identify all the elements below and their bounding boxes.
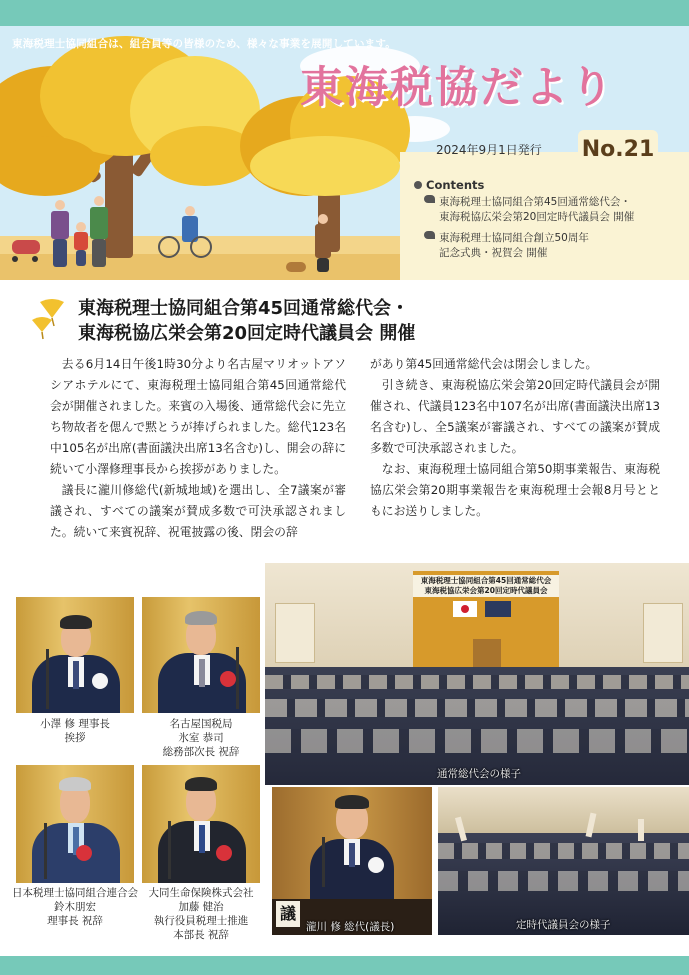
tagline: 東海税理士協同組合は、組合員等の皆様のため、様々な事業を展開しています。 (12, 38, 396, 50)
photo-chairman (16, 597, 134, 713)
paragraph: 去る6月14日午後1時30分より名古屋マリオットアソシアホテルにて、東海税理士協同組合第45回通常総代会が開催されました。来賓の入場後、通常総代会に先立ち物故者を偲んで黙とうが捧げられました。総代123名中105名が出席(書面議決出席13名含む)し、開会の辞に続いて小澤修理事長から挨拶がありました。 (50, 357, 346, 476)
paragraph: 議長に瀧川修総代(新城地域)を選出し、全7議案が審議され、すべての議案が賛成多数で可決承認されました。続いて来賓祝辞、祝電披露の後、閉会の辞 (50, 483, 346, 539)
issue-date: 2024年9月1日発行 (436, 143, 542, 157)
photo-guest-tax-bureau (142, 597, 260, 713)
chair-photo-caption: 瀧川 修 総代(議長) (306, 921, 395, 933)
hall-photo-caption: 通常総代会の様子 (437, 768, 521, 780)
contents-heading: Contents (414, 178, 484, 192)
photo-delegates-meeting (438, 787, 689, 935)
contents-item[interactable]: 東海税理士協同組合第45回通常総代会・ 東海税協広栄会第20回定時代議員会 開催 (424, 195, 634, 225)
photo-meeting-chair (272, 787, 432, 935)
photo-caption: 大同生命保険株式会社 加藤 健治 執行役員税理士推進 本部長 祝辞 (148, 887, 254, 941)
issue-number: No.21 (578, 130, 658, 170)
photo-guest-federation (16, 765, 134, 883)
paragraph: なお、東海税理士協同組合第50期事業報告、東海税協広栄会第20期事業報告を東海税理士会報8月号とともにお送りしました。 (370, 462, 660, 518)
paragraph: 引き続き、東海税協広栄会第20回定時代議員会が開催され、代議員123名中107名が出席(書面議決出席13名含む)し、全5議案が審議され、すべての議案が賛成多数で可決承認されました。 (370, 378, 660, 455)
ginkgo-leaf-icon (424, 231, 435, 239)
newsletter-title: 東海税協だより (300, 63, 615, 113)
photo-caption: 小澤 修 理事長 挨拶 (40, 718, 110, 744)
photo-general-meeting-hall (265, 563, 689, 785)
top-color-strip (0, 0, 689, 26)
photo-guest-insurance (142, 765, 260, 883)
photo-caption: 日本税理士協同組合連合会 鈴木朋宏 理事長 祝辞 (12, 887, 138, 927)
article-column-right (370, 354, 660, 522)
ginkgo-leaf-icon (424, 195, 435, 203)
photo-caption: 名古屋国税局 氷室 恭司 総務部次長 祝辞 (162, 718, 240, 758)
hall-banner: 東海税理士協同組合第45回通常総代会 東海税協広栄会第20回定時代議員会 (413, 575, 559, 597)
bottom-color-strip (0, 956, 689, 975)
delegates-photo-caption: 定時代議員会の様子 (516, 919, 611, 931)
chair-nameplate: 議 (276, 901, 300, 927)
paragraph: があり第45回通常総代会は閉会しました。 (370, 357, 598, 371)
ginkgo-leaves-icon (30, 298, 74, 340)
article-column-left (50, 354, 346, 543)
contents-item[interactable]: 東海税理士協同組合創立50周年 記念式典・祝賀会 開催 (424, 231, 589, 261)
article-headline: 東海税理士協同組合第45回通常総代会・ 東海税協広栄会第20回定時代議員会 開催 (78, 298, 416, 344)
header-banner (0, 26, 689, 280)
bullet-icon (414, 181, 422, 189)
